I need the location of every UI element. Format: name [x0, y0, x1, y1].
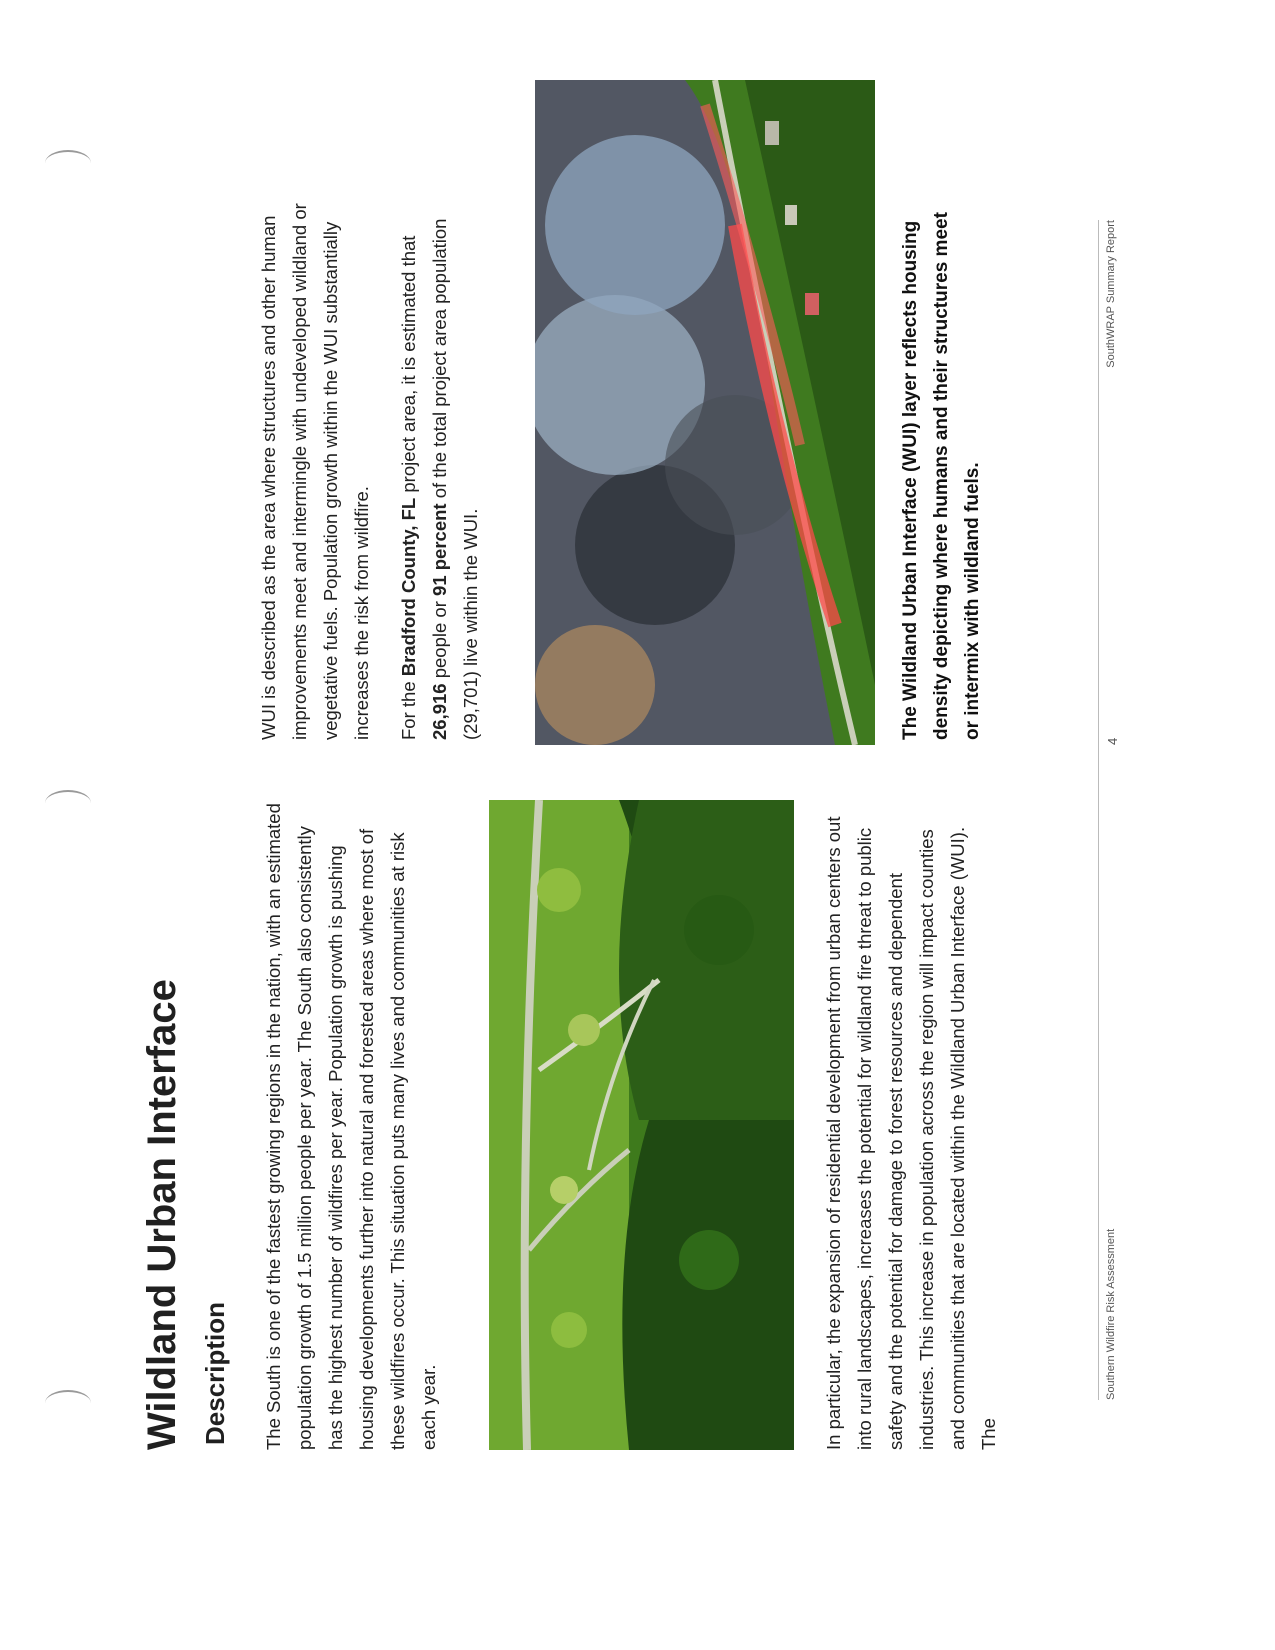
people-label: people or [429, 595, 450, 684]
page-title: Wildland Urban Interface [140, 979, 184, 1450]
footer-page-number: 4 [1105, 737, 1120, 745]
footer-report-title: SouthWRAP Summary Report [1105, 220, 1117, 368]
binder-ring-mark-bottom [45, 1390, 91, 1416]
paragraph-residential-expansion: In particular, the expansion of residential development from urban centers out into rural landscapes, increases the potential for wildland fire threat to public safety and the potential for damage to forest resources and dependent industries. This increase in population across the region will impact counties and communities that are located within the Wildland Urban Interface (WUI). The [823, 816, 999, 1450]
binder-ring-mark-top [45, 150, 91, 176]
section-heading: Description [200, 1301, 230, 1445]
binder-ring-mark-middle [45, 790, 91, 816]
rotated-page [100, 150, 1150, 1550]
population-percent: 91 percent [429, 503, 450, 596]
paragraph-county-statistics [393, 180, 486, 740]
paragraph-population-growth: The South is one of the fastest growing regions in the nation, with an estimated population growth of 1.5 million people per year. The South also consistently has the highest number of wildfires per year. Population growth is pushing housing developments further into natural and forested areas where most of these wildfires occur. This situation puts many lives and communities at risk each year. [263, 803, 439, 1450]
wui-caption: The Wildland Urban Interface (WUI) layer reflects housing density depicting where humans and their structures meet or intermix with wildland fuels. [900, 212, 983, 740]
county-text-intro: For the [398, 676, 419, 740]
people-count: 26,916 [429, 683, 450, 740]
county-name: Bradford County, FL [398, 497, 419, 677]
aerial-photo-wildfire-smoke [535, 80, 875, 745]
footer-report-name: Southern Wildfire Risk Assessment [1105, 1228, 1117, 1400]
county-text-estimate: project area, it is estimated that [398, 235, 419, 498]
paragraph-wui-definition: WUI is described as the area where structures and other human improvements meet and intermingle with undeveloped wildland or vegetative fuels. Population growth within the WUI substantially increases the risk from wildfire. [258, 203, 372, 740]
aerial-photo-neighborhood-forest [489, 800, 794, 1450]
footer-divider [1098, 220, 1099, 1400]
county-text-total: of the total project area population (29,701) live within the WUI. [429, 218, 481, 740]
